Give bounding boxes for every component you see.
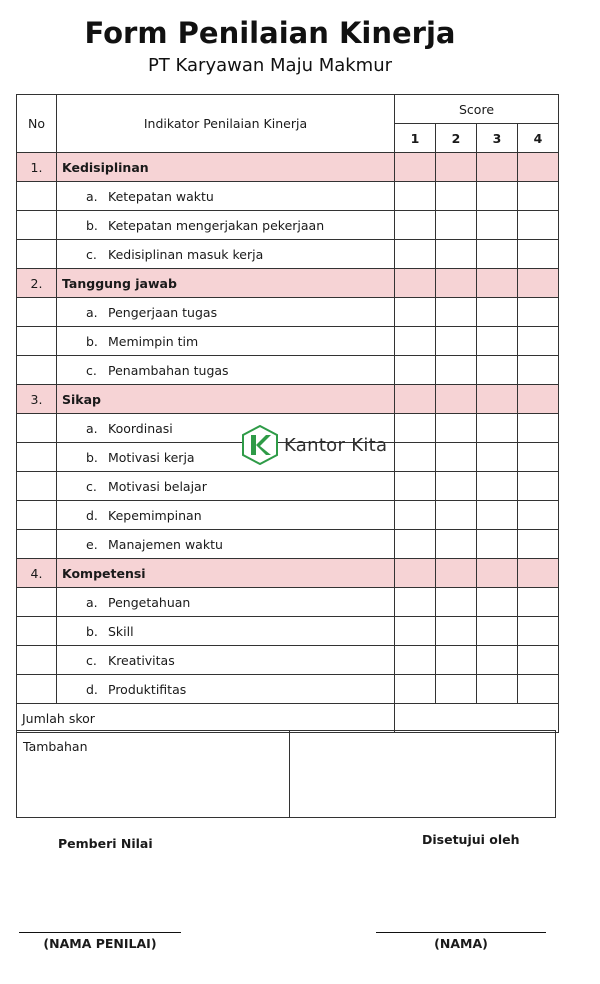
indicator-letter: b. (86, 217, 98, 233)
indicator-number-cell (17, 588, 57, 617)
indicator-text: Skill (108, 623, 134, 639)
notes-label: Tambahan (23, 739, 88, 754)
score-level-header: 2 (436, 124, 477, 153)
score-cell[interactable] (477, 675, 518, 704)
indicator-text: Kreativitas (108, 652, 175, 668)
indicator-cell (57, 182, 395, 211)
score-cell[interactable] (436, 443, 477, 472)
score-cell[interactable] (436, 385, 477, 414)
indicator-text: Memimpin tim (108, 333, 199, 349)
indicator-text: Kepemimpinan (108, 507, 202, 523)
score-cell[interactable] (518, 182, 559, 211)
score-cell[interactable] (477, 501, 518, 530)
indicator-letter: a. (86, 304, 98, 320)
score-cell[interactable] (436, 240, 477, 269)
indicator-text: Produktifitas (108, 681, 187, 697)
indicator-number-cell (17, 675, 57, 704)
indicator-text: Manajemen waktu (108, 536, 223, 552)
score-cell[interactable] (518, 617, 559, 646)
indicator-number-cell (17, 530, 57, 559)
indicator-number-cell (17, 356, 57, 385)
score-cell[interactable] (436, 472, 477, 501)
column-header-no: No (17, 95, 57, 153)
score-cell[interactable] (436, 269, 477, 298)
indicator-text: Koordinasi (108, 420, 173, 436)
score-cell[interactable] (395, 530, 436, 559)
assessment-table (16, 94, 559, 733)
indicator-row (17, 356, 559, 385)
indicator-cell (57, 501, 395, 530)
indicator-number-cell (17, 298, 57, 327)
indicator-cell (57, 298, 395, 327)
score-cell[interactable] (436, 588, 477, 617)
indicator-row (17, 298, 559, 327)
category-number: 1. (17, 153, 57, 182)
score-cell[interactable] (477, 385, 518, 414)
score-cell[interactable] (518, 675, 559, 704)
indicator-number-cell (17, 182, 57, 211)
indicator-letter: c. (86, 478, 97, 494)
indicator-number-cell (17, 472, 57, 501)
indicator-number-cell (17, 501, 57, 530)
category-name: Tanggung jawab (57, 269, 395, 298)
category-row (17, 385, 559, 414)
score-cell[interactable] (518, 153, 559, 182)
indicator-cell (57, 617, 395, 646)
score-cell[interactable] (436, 646, 477, 675)
indicator-text: Kedisiplinan masuk kerja (108, 246, 264, 262)
indicator-letter: c. (86, 362, 97, 378)
indicator-text: Motivasi belajar (108, 478, 207, 494)
score-cell[interactable] (518, 414, 559, 443)
indicator-number-cell (17, 211, 57, 240)
indicator-row (17, 617, 559, 646)
indicator-letter: b. (86, 449, 98, 465)
category-row (17, 153, 559, 182)
indicator-row (17, 646, 559, 675)
notes-box (16, 730, 556, 818)
indicator-row (17, 182, 559, 211)
score-cell[interactable] (436, 675, 477, 704)
score-cell[interactable] (477, 530, 518, 559)
score-cell[interactable] (395, 675, 436, 704)
score-cell[interactable] (477, 240, 518, 269)
score-cell[interactable] (436, 501, 477, 530)
indicator-text: Pengetahuan (108, 594, 191, 610)
score-cell[interactable] (395, 240, 436, 269)
indicator-text: Penambahan tugas (108, 362, 229, 378)
indicator-letter: a. (86, 420, 98, 436)
indicator-text: Ketepatan mengerjakan pekerjaan (108, 217, 325, 233)
score-cell[interactable] (477, 356, 518, 385)
column-header-score: Score (395, 95, 559, 124)
score-cell[interactable] (436, 153, 477, 182)
score-cell[interactable] (436, 182, 477, 211)
indicator-cell (57, 211, 395, 240)
total-score-cell[interactable] (395, 704, 559, 733)
score-cell[interactable] (518, 356, 559, 385)
indicator-cell (57, 327, 395, 356)
score-cell[interactable] (395, 472, 436, 501)
score-cell[interactable] (395, 153, 436, 182)
indicator-row (17, 211, 559, 240)
category-number: 2. (17, 269, 57, 298)
score-level-header: 4 (518, 124, 559, 153)
score-cell[interactable] (395, 327, 436, 356)
score-cell[interactable] (436, 298, 477, 327)
indicator-letter: a. (86, 594, 98, 610)
score-cell[interactable] (477, 211, 518, 240)
notes-field[interactable] (17, 731, 290, 817)
evaluator-label: Pemberi Nilai (58, 836, 153, 851)
score-cell[interactable] (477, 153, 518, 182)
score-cell[interactable] (436, 414, 477, 443)
indicator-letter: d. (86, 681, 98, 697)
indicator-letter: b. (86, 623, 98, 639)
score-cell[interactable] (395, 501, 436, 530)
score-cell[interactable] (477, 269, 518, 298)
indicator-cell (57, 588, 395, 617)
score-level-header: 1 (395, 124, 436, 153)
score-level-header: 3 (477, 124, 518, 153)
indicator-row (17, 327, 559, 356)
indicator-letter: e. (86, 536, 98, 552)
category-name: Sikap (57, 385, 395, 414)
indicator-cell (57, 530, 395, 559)
category-name: Kedisiplinan (57, 153, 395, 182)
score-cell[interactable] (518, 501, 559, 530)
score-cell[interactable] (395, 414, 436, 443)
score-cell[interactable] (395, 443, 436, 472)
score-cell[interactable] (477, 443, 518, 472)
score-cell[interactable] (477, 617, 518, 646)
category-number: 4. (17, 559, 57, 588)
score-cell[interactable] (477, 472, 518, 501)
score-cell[interactable] (477, 327, 518, 356)
indicator-number-cell (17, 327, 57, 356)
indicator-row (17, 588, 559, 617)
score-cell[interactable] (395, 211, 436, 240)
form-title: Form Penilaian Kinerja (84, 16, 456, 50)
score-cell[interactable] (518, 472, 559, 501)
score-cell[interactable] (395, 298, 436, 327)
score-cell[interactable] (518, 530, 559, 559)
score-cell[interactable] (477, 182, 518, 211)
score-cell[interactable] (518, 646, 559, 675)
score-cell[interactable] (395, 269, 436, 298)
score-cell[interactable] (395, 617, 436, 646)
watermark (242, 425, 387, 465)
score-cell[interactable] (477, 646, 518, 675)
score-cell[interactable] (436, 211, 477, 240)
total-row (17, 704, 559, 733)
score-cell[interactable] (436, 327, 477, 356)
score-cell[interactable] (518, 211, 559, 240)
score-cell[interactable] (395, 559, 436, 588)
indicator-letter: b. (86, 333, 98, 349)
category-name: Kompetensi (57, 559, 395, 588)
indicator-number-cell (17, 646, 57, 675)
indicator-number-cell (17, 240, 57, 269)
score-cell[interactable] (518, 443, 559, 472)
score-cell[interactable] (477, 414, 518, 443)
approver-name: (NAMA) (434, 936, 488, 951)
indicator-row (17, 530, 559, 559)
category-number: 3. (17, 385, 57, 414)
notes-extra-field[interactable] (290, 731, 555, 817)
indicator-cell (57, 675, 395, 704)
score-cell[interactable] (436, 617, 477, 646)
score-cell[interactable] (395, 588, 436, 617)
indicator-row (17, 501, 559, 530)
approver-label: Disetujui oleh (422, 832, 520, 847)
score-cell[interactable] (436, 356, 477, 385)
approver-signature-line[interactable] (376, 932, 546, 933)
score-cell[interactable] (518, 269, 559, 298)
score-cell[interactable] (518, 385, 559, 414)
score-cell[interactable] (518, 327, 559, 356)
total-score-label: Jumlah skor (17, 704, 395, 733)
evaluator-signature-line[interactable] (19, 932, 181, 933)
watermark-brand: Kantor Kita (284, 434, 388, 456)
score-cell[interactable] (395, 646, 436, 675)
score-cell[interactable] (518, 298, 559, 327)
score-cell[interactable] (518, 559, 559, 588)
indicator-number-cell (17, 443, 57, 472)
indicator-text: Motivasi kerja (108, 449, 195, 465)
indicator-cell (57, 240, 395, 269)
score-cell[interactable] (518, 588, 559, 617)
indicator-cell (57, 356, 395, 385)
indicator-letter: c. (86, 652, 97, 668)
score-cell[interactable] (436, 530, 477, 559)
score-cell[interactable] (477, 588, 518, 617)
indicator-number-cell (17, 617, 57, 646)
indicator-letter: c. (86, 246, 97, 262)
score-cell[interactable] (395, 356, 436, 385)
category-row (17, 269, 559, 298)
score-cell[interactable] (477, 298, 518, 327)
score-cell[interactable] (395, 182, 436, 211)
indicator-cell (57, 472, 395, 501)
indicator-letter: a. (86, 188, 98, 204)
indicator-row (17, 675, 559, 704)
score-cell[interactable] (518, 240, 559, 269)
company-name: PT Karyawan Maju Makmur (147, 55, 393, 76)
indicator-text: Pengerjaan tugas (108, 304, 218, 320)
indicator-number-cell (17, 414, 57, 443)
score-cell[interactable] (477, 559, 518, 588)
column-header-indicator: Indikator Penilaian Kinerja (57, 95, 395, 153)
evaluator-name: (NAMA PENILAI) (43, 936, 157, 951)
indicator-row (17, 240, 559, 269)
indicator-letter: d. (86, 507, 98, 523)
category-row (17, 559, 559, 588)
score-cell[interactable] (436, 559, 477, 588)
kantor-kita-logo-icon (242, 425, 278, 465)
score-cell[interactable] (395, 385, 436, 414)
indicator-cell (57, 646, 395, 675)
indicator-text: Ketepatan waktu (108, 188, 214, 204)
indicator-row (17, 472, 559, 501)
